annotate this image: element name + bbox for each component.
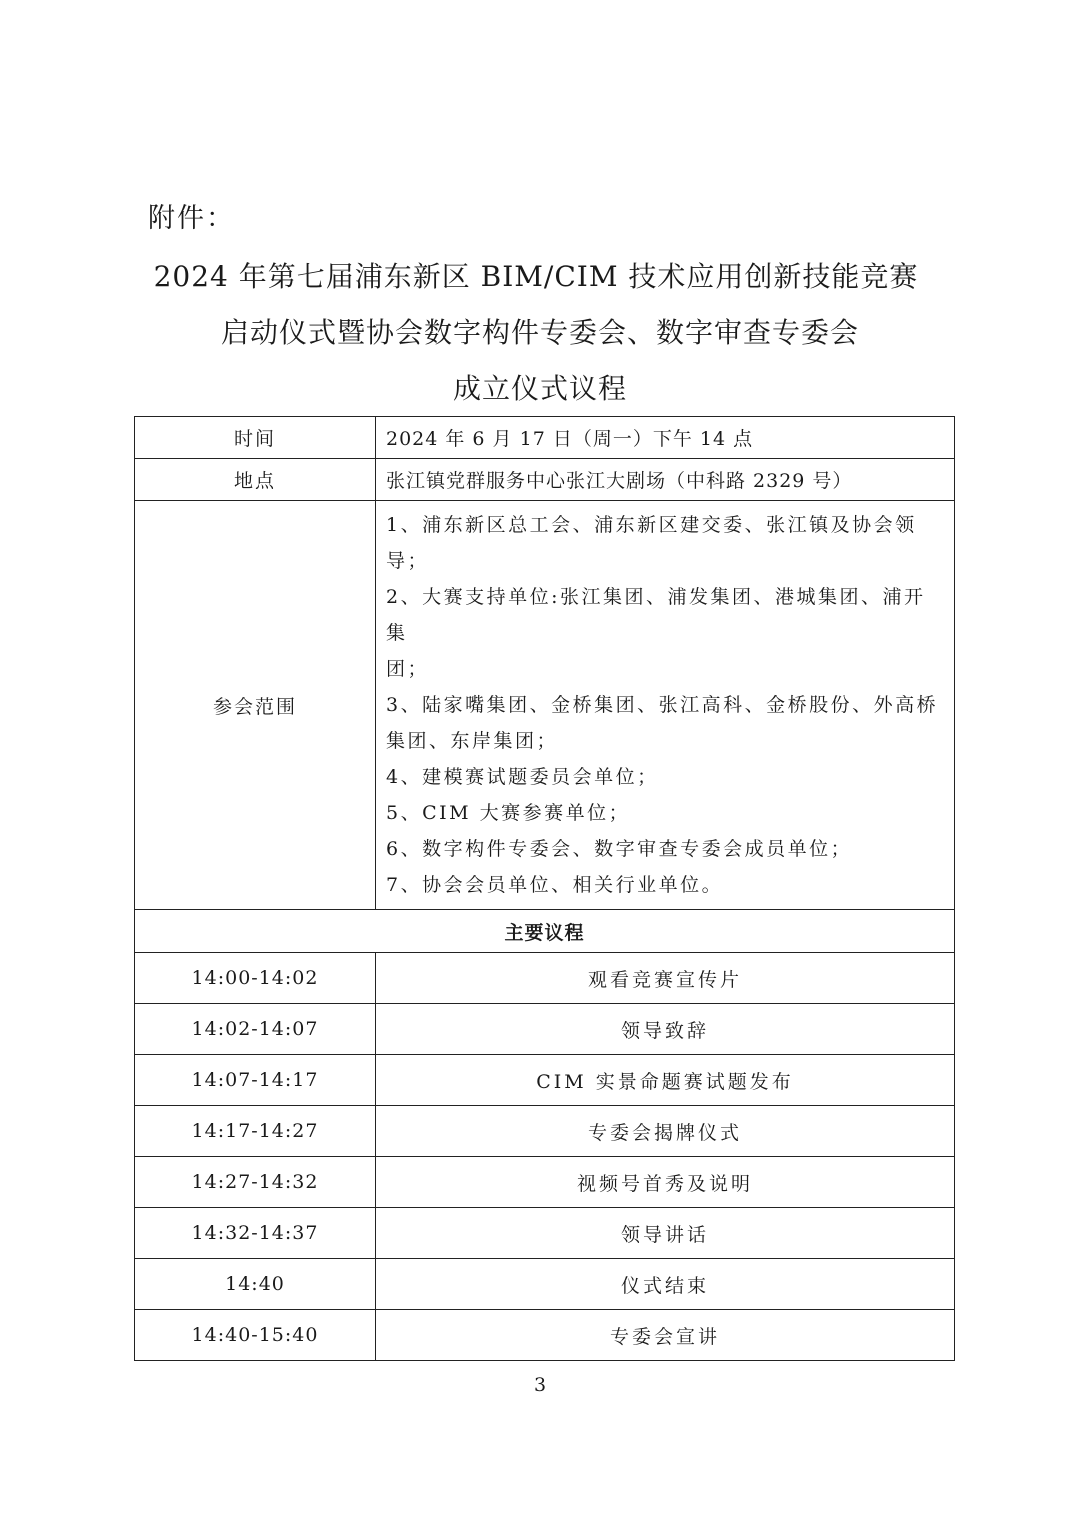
agenda-item: CIM 实景命题赛试题发布 [376, 1055, 955, 1106]
agenda-item: 领导讲话 [376, 1208, 955, 1259]
agenda-row [135, 1157, 955, 1208]
page-number: 3 [533, 1374, 547, 1396]
place-row [135, 459, 955, 501]
scope-row [135, 501, 955, 910]
agenda-heading-row [135, 910, 955, 953]
agenda-time: 14:27-14:32 [135, 1157, 376, 1208]
agenda-time: 14:02-14:07 [135, 1004, 376, 1055]
scope-line: 1、浦东新区总工会、浦东新区建交委、张江镇及协会领导； [386, 514, 917, 572]
agenda-row [135, 953, 955, 1004]
agenda-row [135, 1106, 955, 1157]
agenda-item: 专委会揭牌仪式 [376, 1106, 955, 1157]
agenda-time: 14:40-15:40 [135, 1310, 376, 1361]
scope-line: 7、协会会员单位、相关行业单位。 [386, 874, 724, 896]
agenda-table [134, 416, 955, 1361]
agenda-heading: 主要议程 [135, 910, 955, 953]
scope-line: 集团、东岸集团； [386, 730, 559, 752]
scope-line: 6、数字构件专委会、数字审查专委会成员单位； [386, 838, 853, 860]
agenda-row [135, 1259, 955, 1310]
agenda-row [135, 1055, 955, 1106]
agenda-row [135, 1310, 955, 1361]
scope-list [376, 501, 955, 910]
title-line-1: 2024 年第七届浦东新区 BIM/CIM 技术应用创新技能竞赛 [153, 260, 919, 293]
title-line-3: 成立仪式议程 [452, 372, 627, 405]
agenda-time: 14:40 [135, 1259, 376, 1310]
scope-line: 3、陆家嘴集团、金桥集团、张江高科、金桥股份、外高桥 [386, 694, 939, 716]
title-line-2: 启动仪式暨协会数字构件专委会、数字审查专委会 [220, 316, 859, 349]
scope-line: 5、CIM 大赛参赛单位； [386, 802, 631, 824]
scope-line: 4、建模赛试题委员会单位； [386, 766, 659, 788]
agenda-time: 14:07-14:17 [135, 1055, 376, 1106]
scope-line: 2、大赛支持单位:张江集团、浦发集团、港城集团、浦开集 [386, 586, 926, 644]
agenda-time: 14:00-14:02 [135, 953, 376, 1004]
place-value: 张江镇党群服务中心张江大剧场（中科路 2329 号） [376, 459, 955, 501]
place-label: 地点 [135, 459, 376, 501]
time-row [135, 417, 955, 459]
agenda-item: 专委会宣讲 [376, 1310, 955, 1361]
agenda-row [135, 1004, 955, 1055]
time-label: 时间 [135, 417, 376, 459]
agenda-item: 视频号首秀及说明 [376, 1157, 955, 1208]
agenda-item: 领导致辞 [376, 1004, 955, 1055]
scope-line: 团； [386, 658, 430, 680]
agenda-time: 14:17-14:27 [135, 1106, 376, 1157]
agenda-time: 14:32-14:37 [135, 1208, 376, 1259]
time-value: 2024 年 6 月 17 日（周一）下午 14 点 [376, 417, 955, 459]
agenda-item: 观看竞赛宣传片 [376, 953, 955, 1004]
agenda-row [135, 1208, 955, 1259]
agenda-item: 仪式结束 [376, 1259, 955, 1310]
scope-label: 参会范围 [135, 501, 376, 910]
attachment-label: 附件： [148, 203, 235, 234]
